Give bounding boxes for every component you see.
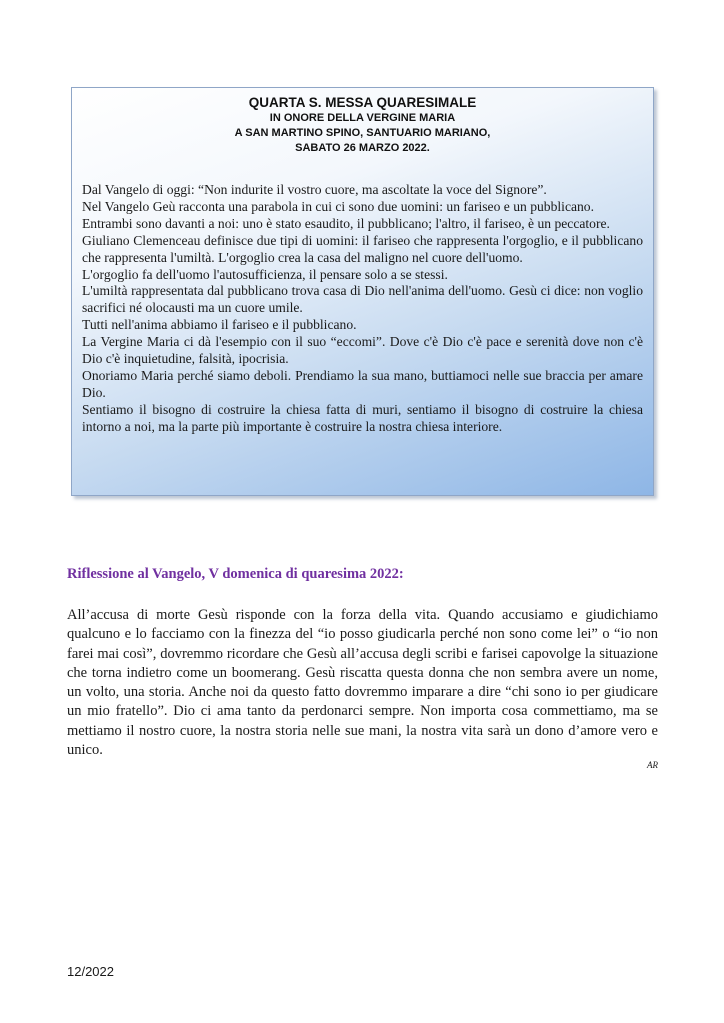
announcement-paragraph: Giuliano Clemenceau definisce due tipi di uomini: il fariseo che rappresenta l'orgoglio, e il pubblicano che rappresenta l'umiltà. L'orgoglio crea la casa del maligno nel cuore dell'uomo. (82, 232, 643, 265)
announcement-subtitle-line: A SAN MARTINO SPINO, SANTUARIO MARIANO, (234, 127, 491, 139)
announcement-paragraph: Onoriamo Maria perché siamo deboli. Prendiamo la sua mano, buttiamoci nelle sue braccia per amare Dio. (82, 367, 643, 400)
announcement-paragraph: Sentiamo il bisogno di costruire la chiesa fatta di muri, sentiamo il bisogno di costruire la chiesa intorno a noi, ma la parte più importante è costruire la nostra chiesa interiore. (82, 401, 643, 434)
announcement-body (82, 182, 643, 436)
announcement-paragraph: La Vergine Maria ci dà l'esempio con il suo “eccomi”. Dove c'è Dio c'è pace e serenità dove non c'è Dio c'è inquietudine, falsità, ipocrisia. (82, 334, 643, 367)
announcement-title: QUARTA S. MESSA QUARESIMALE (248, 95, 477, 110)
author-initials: AR (647, 760, 658, 770)
mass-announcement-box (71, 87, 654, 496)
announcement-paragraph: Nel Vangelo Geù racconta una parabola in cui ci sono due uomini: un fariseo e un pubblicano. (82, 198, 595, 214)
announcement-paragraph: Entrambi sono davanti a noi: uno è stato esaudito, il pubblicano; l'altro, il fariseo, è un peccatore. (82, 215, 610, 231)
announcement-paragraph: Tutti nell'anima abbiamo il fariseo e il pubblicano. (82, 317, 357, 333)
reflection-text: All’accusa di morte Gesù risponde con la forza della vita. Quando accusiamo e giudichiamo qualcuno e lo facciamo con la finezza del “io posso giudicarla perché non sono come lei” o “io non farei mai così”, dovremmo ricordare che Gesù all’accusa degli scribi e farisei capovolge la situazione che torna indietro come un boomerang. Gesù riscatta questa donna che non sembra avere un nome, un volto, una storia. Anche noi da questo fatto dovremmo imparare a dire “chi sono io per giudicare un mio fratello”. Dio ci ama tanto da perdonarci sempre. Non importa cosa commettiamo, ma se mettiamo il nostro cuore, la nostra storia nelle sue mani, la nostra vita sarà un dono d’amore vero e unico. (67, 607, 658, 759)
announcement-subtitle-line: SABATO 26 MARZO 2022. (295, 142, 430, 154)
announcement-paragraph: L'umiltà rappresentata dal pubblicano trova casa di Dio nell'anima dell'uomo. Gesù ci dice: non voglio sacrifici né olocausti ma un cuore umile. (82, 283, 643, 316)
announcement-paragraph: Dal Vangelo di oggi: “Non indurite il vostro cuore, ma ascoltate la voce del Signore”. (82, 182, 547, 197)
reflection-heading: Riflessione al Vangelo, V domenica di quaresima 2022: (67, 566, 404, 582)
page-footer-label: 12/2022 (67, 964, 114, 979)
announcement-paragraph: L'orgoglio fa dell'uomo l'autosufficienza, il pensare solo a se stessi. (82, 266, 448, 282)
announcement-subtitle-line: IN ONORE DELLA VERGINE MARIA (269, 112, 456, 124)
